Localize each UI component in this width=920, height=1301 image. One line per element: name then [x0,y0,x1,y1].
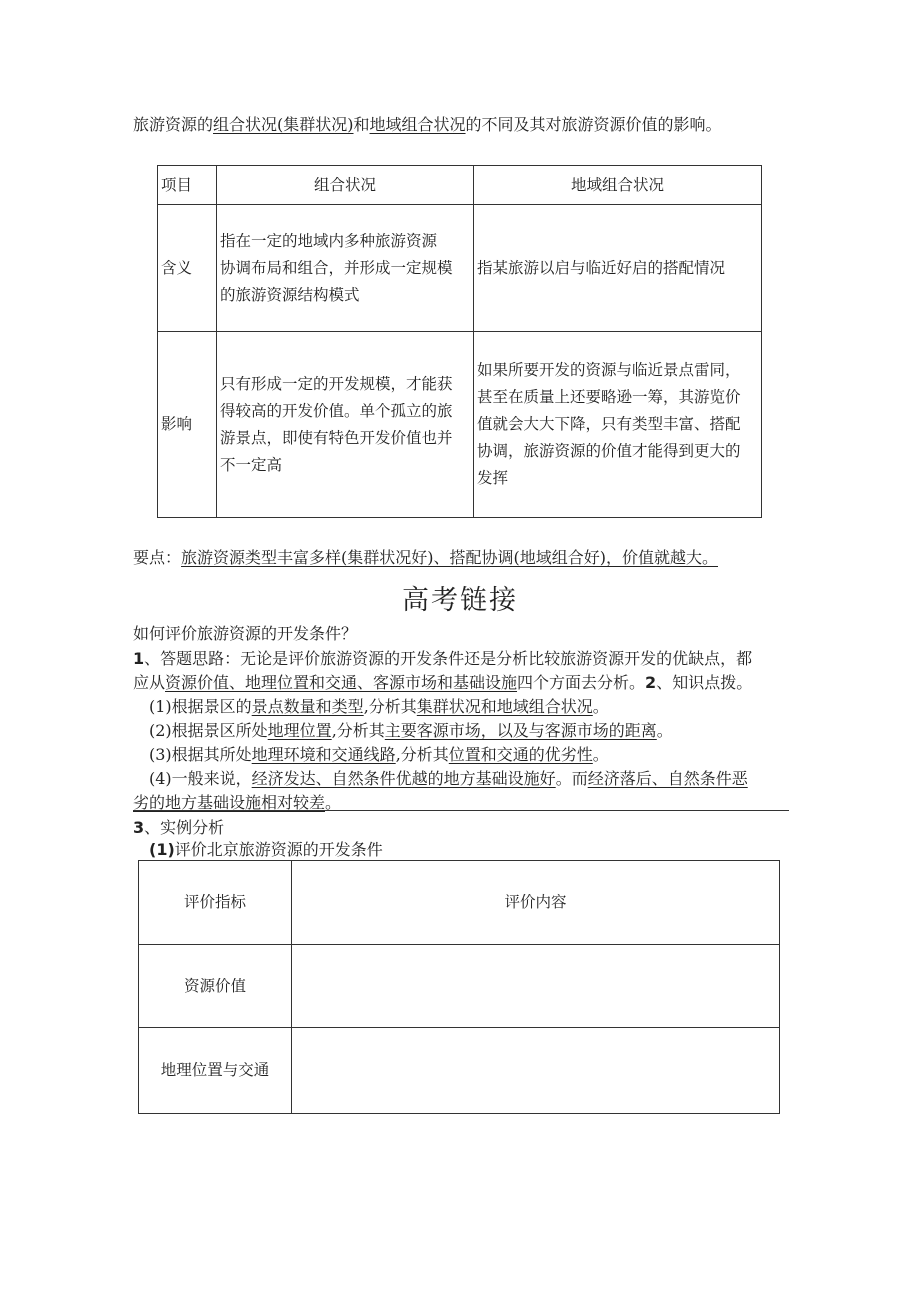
text: (2)根据景区所处 [149,721,268,740]
text: ,分析其 [363,697,417,716]
header-combination: 组合状况 [217,166,474,205]
sub1 [149,837,383,860]
text: ,分析其 [395,745,449,764]
sub1-text: 评价北京旅游资源的开发条件 [174,840,383,859]
text-line: 的旅游资源结构模式 [220,285,360,304]
table-row-meaning [158,205,762,332]
underlined-text: 景点数量和类型 [251,697,364,716]
text-line: 如果所要开发的资源与临近景点雷同， [477,361,741,379]
text: (1)根据景区的 [149,697,252,716]
section-title: 高考链接 [402,585,518,616]
keypoint-text: 旅游资源类型丰富多样(集群状况好)、搭配协调(地域组合好)，价值就越大。 [181,548,718,567]
text: (3)根据其所处 [149,745,252,764]
text: 。 [592,697,609,716]
comparison-table [157,165,762,518]
meaning-combination [217,205,474,332]
text: ,分析其 [331,721,385,740]
text-line: 发挥 [477,469,509,487]
p1-number: 1 [133,649,145,668]
text-line: 值就会大大下降，只有类型丰富、搭配 [477,415,741,433]
text: 。而 [555,769,588,788]
row-label: 影响 [158,332,217,518]
impact-regional [474,332,762,518]
sub1-number: (1) [149,840,175,859]
text: (4)一般来说， [149,769,252,788]
underlined-text: 地理环境和交通线路 [251,745,396,764]
point-1 [149,694,609,717]
p1-line1 [133,646,752,669]
content-cell[interactable] [292,1028,780,1114]
text: 应从 [133,673,166,692]
intro-prefix: 旅游资源的 [133,115,214,134]
header-content: 评价内容 [292,861,780,945]
table-header-row [139,861,780,945]
keypoint [133,545,718,568]
header-item: 项目 [158,166,217,205]
point-2 [149,718,673,741]
text-line: 甚至在质量上还要略逊一筹，其游览价 [477,388,741,406]
header-regional: 地域组合状况 [474,166,762,205]
text: 四个方面去分析。 [517,673,646,692]
point-3 [149,742,609,765]
underlined-text: 劣的地方基础设施相对较差 [133,793,326,812]
p1-text: 、答题思路：无论是评价旅游资源的开发条件还是分析比较旅游资源开发的优缺点，都 [144,649,753,668]
underlined-text: 位置和交通的优劣性 [448,745,593,764]
text: 。 [325,793,342,812]
row-label: 含义 [158,205,217,332]
text: 、知识点拨。 [656,673,753,692]
text-line: 游景点，即使有特色开发价值也并 [220,428,453,447]
text-line: 指在一定的地域内多种旅游资源 [220,231,438,250]
header-indicator: 评价指标 [139,861,292,945]
intro-sentence [133,112,722,135]
intro-term-regional: 地域组合状况 [369,115,466,134]
p3 [133,815,224,838]
p3-text: 、实例分析 [144,818,225,837]
p1-line2 [133,670,752,693]
underlined-text: 集群状况和地域组合状况 [416,697,593,716]
keypoint-label: 要点： [133,548,182,567]
impact-combination [217,332,474,518]
underlined-text: 经济落后、自然条件恶 [587,769,748,788]
text-line: 不一定高 [220,455,283,474]
underlined-text: 经济发达、自然条件优越的地方基础设施好 [251,769,556,788]
p2-number: 2 [645,673,657,692]
underlined-text: 主要客源市场，以及与客源市场的距离 [384,721,657,740]
p3-number: 3 [133,818,145,837]
divider [133,810,789,811]
text-line: 协调布局和组合，并形成一定规模 [220,258,453,277]
point-4-line1 [149,766,748,789]
text-line: 只有形成一定的开发规模，才能获 [220,374,453,393]
text-line: 协调，旅游资源的价值才能得到更大的 [477,442,741,460]
question: 如何评价旅游资源的开发条件？ [133,624,358,643]
intro-term-combination: 组合状况(集群状况) [213,115,354,134]
text-line: 指某旅游以启与临近好启的搭配情况 [477,258,726,277]
text: 。 [656,721,673,740]
underlined-text: 地理位置 [267,721,332,740]
table-header-row [158,166,762,205]
text: 。 [592,745,609,764]
intro-suffix: 的不同及其对旅游资源价值的影响。 [465,115,722,134]
intro-mid: 和 [353,115,370,134]
meaning-regional [474,205,762,332]
underlined-text: 资源价值、地理位置和交通、客源市场和基础设施 [165,673,518,692]
table-row [139,1028,780,1114]
row-label: 资源价值 [139,945,292,1028]
table-row [139,945,780,1028]
content-cell[interactable] [292,945,780,1028]
table-row-impact [158,332,762,518]
row-label: 地理位置与交通 [139,1028,292,1114]
evaluation-table [138,860,780,1114]
text-line: 得较高的开发价值。单个孤立的旅 [220,401,453,420]
